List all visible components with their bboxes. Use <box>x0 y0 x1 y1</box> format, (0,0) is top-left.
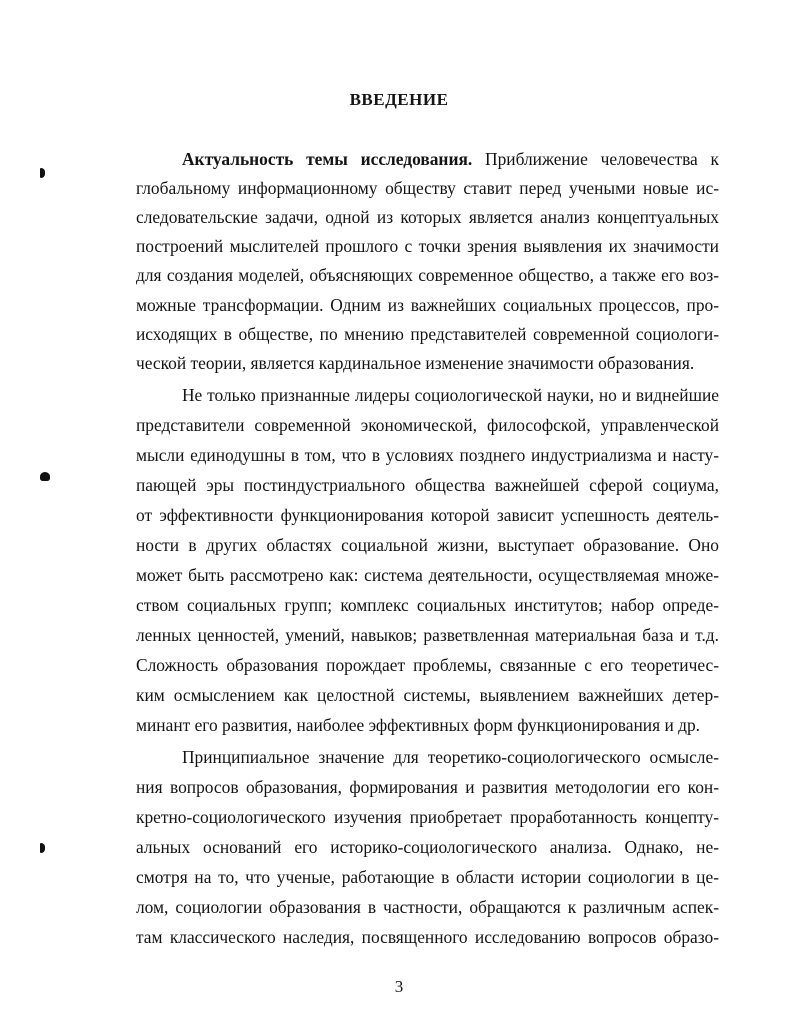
paragraph-1-line: построений мыслителей прошлого с точки зрения выявления их значимости <box>136 236 719 256</box>
paragraph-1-line-1-rest: Приближение человечества к <box>485 149 719 169</box>
paragraph-2-line: пающей эры постиндустриального общества важнейшей сферой социума, <box>136 475 719 495</box>
paragraph-1-line: для создания моделей, объясняющих современное общество, а также его воз- <box>136 265 719 285</box>
paragraph-2-line: Не только признанные лидеры социологической науки, но и виднейшие <box>182 385 719 405</box>
paragraph-3-line: там классического наследия, посвященного исследованию вопросов образо- <box>136 927 719 947</box>
paragraph-1-line: следовательские задачи, одной из которых является анализ концептуальных <box>136 207 719 227</box>
paragraph-1-line: исходящих в обществе, по мнению представителей современной социологи- <box>136 324 719 344</box>
page-number: 3 <box>394 977 404 996</box>
paragraph-3-line: ния вопросов образования, формирования и развития методологии его кон- <box>136 777 719 797</box>
paragraph-2-line: ленных ценностей, умений, навыков; разветвленная материальная база и т.д. <box>136 625 719 645</box>
paragraph-2-line: ким осмыслением как целостной системы, выявлением важнейших детер- <box>136 685 719 705</box>
paragraph-2-line: Сложность образования порождает проблемы, связанные с его теоретичес- <box>136 655 719 675</box>
paragraph-2-line: представители современной экономической, философской, управленческой <box>136 415 719 435</box>
page-heading: ВВЕДЕНИЕ <box>349 90 449 109</box>
paragraph-3-line: кретно-социологического изучения приобретает проработанность концепту- <box>136 807 719 827</box>
paragraph-1-line: глобальному информационному обществу ставит перед учеными новые ис- <box>136 178 719 198</box>
scan-binding-mark <box>40 843 45 853</box>
paragraph-2-line: мысли единодушны в том, что в условиях позднего индустриализма и насту- <box>136 445 719 465</box>
paragraph-3-line: альных оснований его историко-социологического анализа. Однако, не- <box>136 837 719 857</box>
paragraph-1-line: ческой теории, является кардинальное изменение значимости образования. <box>136 353 695 373</box>
scan-binding-mark <box>40 168 45 178</box>
paragraph-2-line: ством социальных групп; комплекс социальных институтов; набор опреде- <box>136 595 719 615</box>
paragraph-1-line-1 <box>182 144 719 174</box>
paragraph-3-line: смотря на то, что ученые, работающие в области истории социологии в це- <box>136 867 719 887</box>
paragraph-1-line: можные трансформации. Одним из важнейших социальных процессов, про- <box>136 295 719 315</box>
section-lead: Актуальность темы исследования. <box>182 149 473 169</box>
paragraph-2-line: ности в других областях социальной жизни, выступает образование. Оно <box>136 535 719 555</box>
paragraph-3-line: лом, социологии образования в частности, обращаются к различным аспек- <box>136 897 719 917</box>
paragraph-3-line: Принципиальное значение для теоретико-социологического осмысле- <box>182 747 719 767</box>
paragraph-2-line: может быть рассмотрено как: система деятельности, осуществляемая множе- <box>136 565 719 585</box>
paragraph-2-line: минант его развития, наиболее эффективных форм функционирования и др. <box>136 715 701 735</box>
scan-binding-mark <box>40 472 50 481</box>
paragraph-2-line: от эффективности функционирования которой зависит успешность деятель- <box>136 505 719 525</box>
